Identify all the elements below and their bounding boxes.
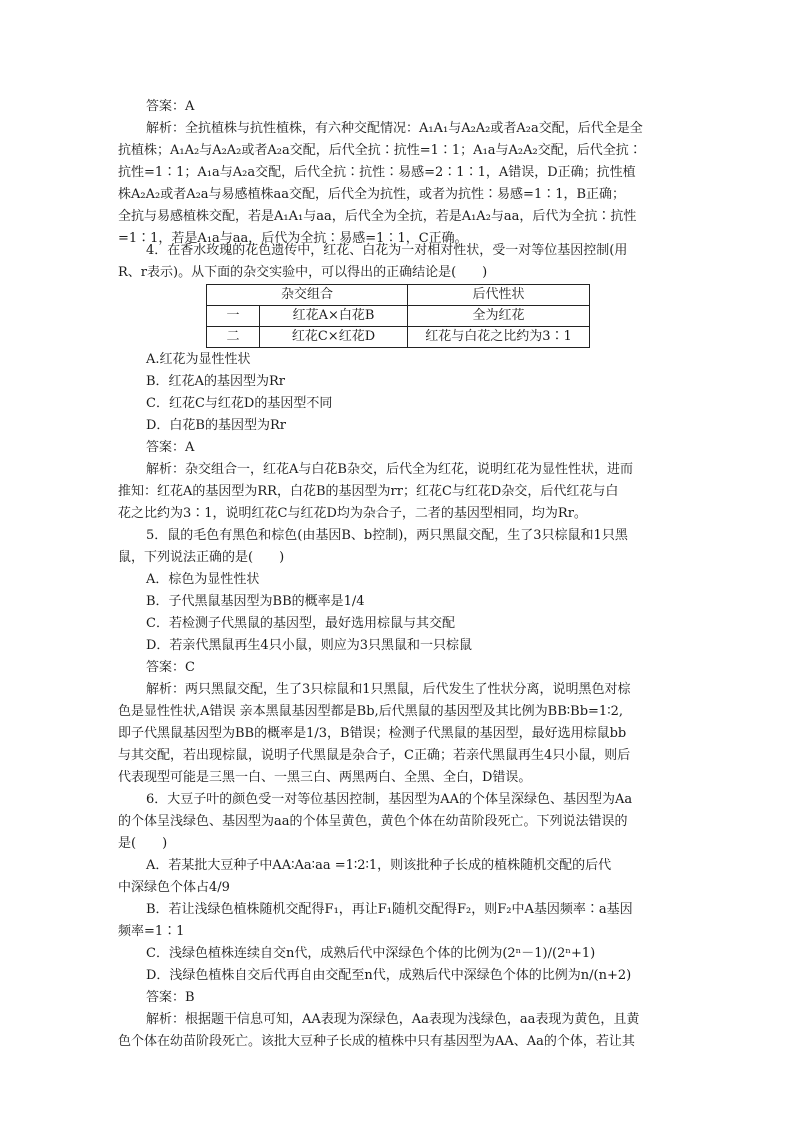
option-line: 中深绿色个体占4/9 (118, 880, 230, 895)
analysis-line: 推知：红花A的基因型为RR，白花B的基因型为rr；红花C与红花D杂交，后代红花与白 (118, 484, 619, 499)
option-line: C．浅绿色植株连续自交n代，成熟后代中深绿色个体的比例为(2ⁿ－1)/(2ⁿ+1) (146, 946, 596, 961)
option-line: C．红花C与红花D的基因型不同 (146, 396, 333, 411)
cross-table (206, 284, 590, 348)
analysis-line: =1∶1，若是A₁a与aa，后代为全抗∶易感=1∶1，C正确。 (118, 231, 468, 246)
option-line: C．若检测子代黑鼠的基因型，最好选用棕鼠与其交配 (146, 616, 455, 631)
option-line: D．白花B的基因型为Rr (146, 418, 286, 433)
table-header: 杂交组合 (207, 285, 408, 306)
table-cell: 二 (207, 327, 260, 348)
option-line: B．子代黑鼠基因型为BB的概率是1/4 (146, 594, 365, 609)
question-line: 5．鼠的毛色有黑色和棕色(由基因B、b控制)，两只黑鼠交配，生了3只棕鼠和1只黑 (146, 528, 628, 543)
option-line: B．若让浅绿色植株随机交配得F₁，再让F₁随机交配得F₂，则F₂中A基因频率∶a基因 (146, 902, 633, 917)
analysis-line: 即子代黑鼠基因型为BB的概率是1/3，B错误；检测子代黑鼠的基因型，最好选用棕鼠bb (118, 726, 627, 741)
answer-line: 答案：B (146, 990, 195, 1005)
option-line: D．若亲代黑鼠再生4只小鼠，则应为3只黑鼠和一只棕鼠 (146, 638, 472, 653)
question-line: 的个体呈浅绿色、基因型为aa的个体呈黄色，黄色个体在幼苗阶段死亡。下列说法错误的 (118, 814, 628, 829)
table-cell: 一 (207, 306, 260, 327)
option-line: A．若某批大豆种子中AA∶Aa∶aa =1∶2∶1，则该批种子长成的植株随机交配的后代 (146, 858, 612, 873)
table-cell: 红花C×红花D (260, 327, 408, 348)
table-header: 后代性状 (408, 285, 590, 306)
answer-line: 答案：A (146, 99, 195, 114)
analysis-line: 株A₂A₂或者A₂a与易感植株aa交配，后代全为抗性，或者为抗性∶易感=1∶1，B正确； (118, 187, 626, 202)
option-line: A．棕色为显性性状 (146, 572, 260, 587)
analysis-line: 色个体在幼苗阶段死亡。该批大豆种子长成的植株中只有基因型为AA、Aa的个体，若让其 (118, 1034, 635, 1049)
analysis-line: 解析：两只黑鼠交配，生了3只棕鼠和1只黑鼠，后代发生了性状分离，说明黑色对棕 (146, 682, 631, 697)
table-cell: 全为红花 (408, 306, 590, 327)
answer-line: 答案：A (146, 440, 195, 455)
analysis-line: 抗性=1∶1；A₁a与A₂a交配，后代全抗∶抗性∶易感=2∶1∶1，A错误，D正确；抗性植 (118, 165, 636, 180)
analysis-line: 抗植株；A₁A₂与A₂A₂或者A₂a交配，后代全抗∶抗性=1∶1；A₁a与A₂A₂交配，后代全抗∶ (118, 143, 642, 158)
analysis-line: 与其交配，若出现棕鼠，说明子代黑鼠是杂合子，C正确；若亲代黑鼠再生4只小鼠，则后 (118, 748, 631, 763)
option-line: 频率=1∶1 (118, 924, 185, 939)
table-cell: 红花A×白花B (260, 306, 408, 327)
question-line: R、r表示)。从下面的杂交实验中，可以得出的正确结论是( ) (118, 265, 488, 280)
table-row (207, 327, 590, 348)
question-line: 6．大豆子叶的颜色受一对等位基因控制，基因型为AA的个体呈深绿色、基因型为Aa (146, 792, 633, 807)
analysis-line: 解析：杂交组合一，红花A与白花B杂交，后代全为红花，说明红花为显性性状，进而 (146, 462, 633, 477)
analysis-line: 色是显性性状,A错误 亲本黑鼠基因型都是Bb,后代黑鼠的基因型及其比例为BB∶Bb=1∶2, (118, 704, 623, 719)
analysis-line: 花之比约为3∶1，说明红花C与红花D均为杂合子，二者的基因型相同，均为Rr。 (118, 506, 587, 521)
option-line: D．浅绿色植株自交后代再自由交配至n代，成熟后代中深绿色个体的比例为n/(n+2) (146, 968, 632, 983)
question-line: 4．在香水玫瑰的花色遗传中，红花、白花为一对相对性状，受一对等位基因控制(用 (146, 243, 628, 258)
table-row (207, 285, 590, 306)
table-row (207, 306, 590, 327)
option-line: A.红花为显性性状 (146, 352, 251, 367)
question-line: 是( ) (118, 836, 168, 851)
table-cell: 红花与白花之比约为3∶1 (408, 327, 590, 348)
question-line: 鼠，下列说法正确的是( ) (118, 550, 285, 565)
analysis-line: 代表现型可能是三黑一白、一黑三白、两黑两白、全黑、全白，D错误。 (118, 770, 532, 785)
analysis-line: 解析：根据题干信息可知，AA表现为深绿色，Aa表现为浅绿色，aa表现为黄色，且黄 (146, 1012, 640, 1027)
analysis-line: 全抗与易感植株交配，若是A₁A₁与aa，后代全为全抗，若是A₁A₂与aa，后代为全抗∶抗性 (118, 209, 637, 224)
answer-line: 答案：C (146, 660, 195, 675)
option-line: B．红花A的基因型为Rr (146, 374, 285, 389)
analysis-line: 解析：全抗植株与抗性植株，有六种交配情况：A₁A₁与A₂A₂或者A₂a交配，后代全是全 (146, 121, 643, 136)
